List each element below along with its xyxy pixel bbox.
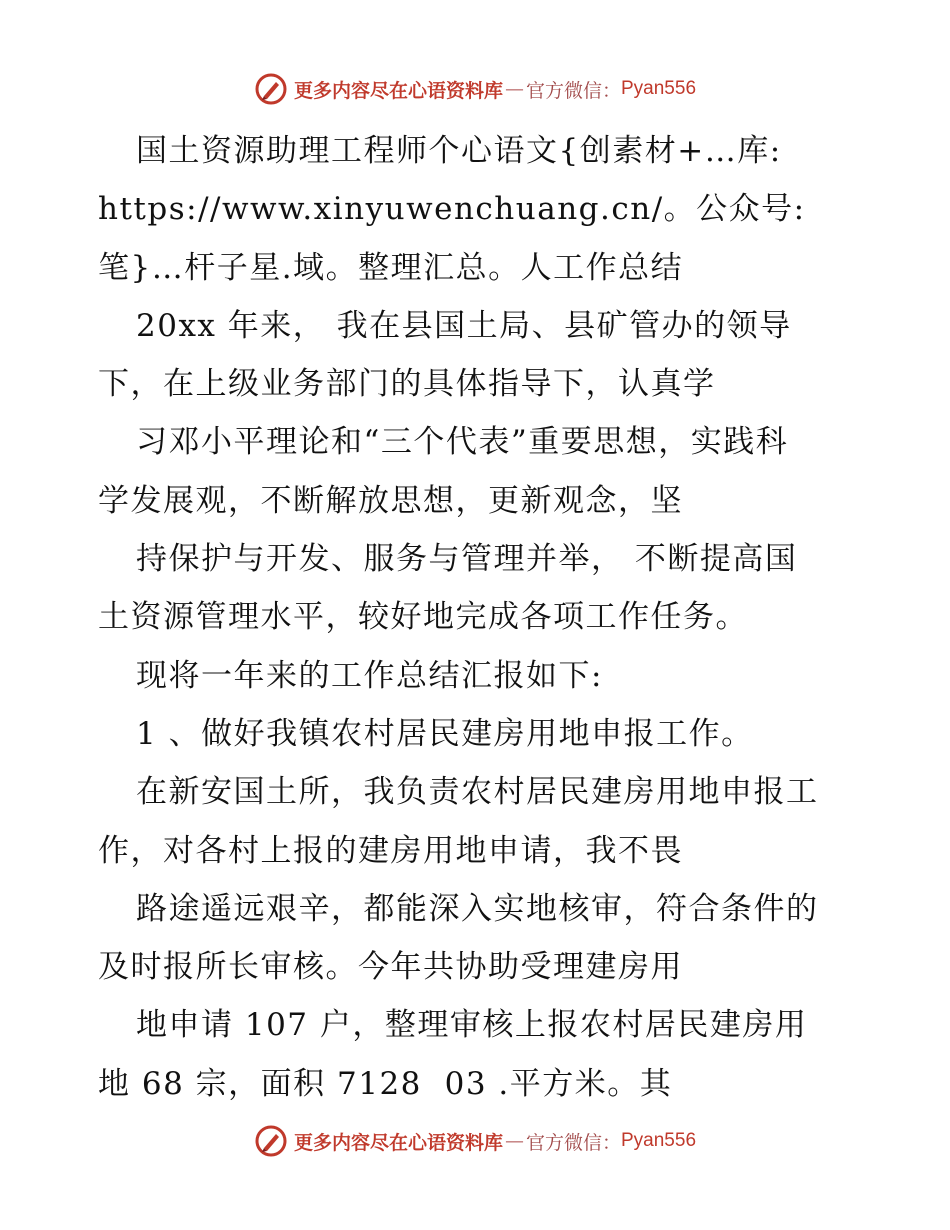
text-line: 路途遥远艰辛，都能深入实地核审，符合条件的 — [136, 890, 819, 927]
text-line: https://www.xinyuwenchuang.cn/。公众号: — [98, 191, 806, 228]
text-line: 在新安国土所，我负责农村居民建房用地申报工 — [136, 774, 819, 811]
text-line: 土资源管理水平，较好地完成各项工作任务。 — [98, 599, 748, 636]
text-line: 国土资源助理工程师个心语文{创素材+…库: — [136, 133, 782, 169]
watermark-official-label: 官方微信： — [525, 1131, 621, 1154]
watermark-separator: — — [504, 78, 524, 100]
watermark-separator: — — [504, 1130, 524, 1152]
watermark-official-label: 官方微信： — [525, 79, 621, 102]
text-line: 作，对各村上报的建房用地申请，我不畏 — [98, 832, 683, 869]
text-line: 及时报所长审核。今年共协助受理建房用 — [98, 949, 683, 986]
watermark-main-text: 更多内容尽在心语资料库 — [293, 79, 503, 102]
text-line: 下，在上级业务部门的具体指导下，认真学 — [98, 366, 716, 403]
pen-logo-icon — [254, 72, 288, 106]
text-line: 笔}…杆子星.域。整理汇总。人工作总结 — [98, 249, 684, 286]
watermark-wechat-id: Pyan556 — [621, 78, 697, 99]
document-body — [98, 122, 878, 1113]
watermark-main-text: 更多内容尽在心语资料库 — [293, 1131, 503, 1154]
text-line: 地 68 宗，面积 7128 03 .平方米。其 — [98, 1065, 673, 1102]
pen-logo-icon — [254, 1124, 288, 1158]
text-line: 1 、做好我镇农村居民建房用地申报工作。 — [136, 715, 754, 752]
watermark-wechat-id: Pyan556 — [621, 1130, 697, 1151]
footer-watermark — [0, 1124, 950, 1158]
text-line: 20xx 年来， 我在县国土局、县矿管办的领导 — [136, 307, 792, 344]
text-line: 地申请 107 户，整理审核上报农村居民建房用 — [136, 1007, 808, 1044]
text-line: 学发展观，不断解放思想，更新观念，坚 — [98, 482, 683, 519]
header-watermark — [0, 72, 950, 106]
text-line: 现将一年来的工作总结汇报如下: — [136, 657, 603, 694]
text-line: 习邓小平理论和“三个代表”重要思想，实践科 — [136, 424, 789, 461]
text-line: 持保护与开发、服务与管理并举， 不断提高国 — [136, 541, 798, 578]
